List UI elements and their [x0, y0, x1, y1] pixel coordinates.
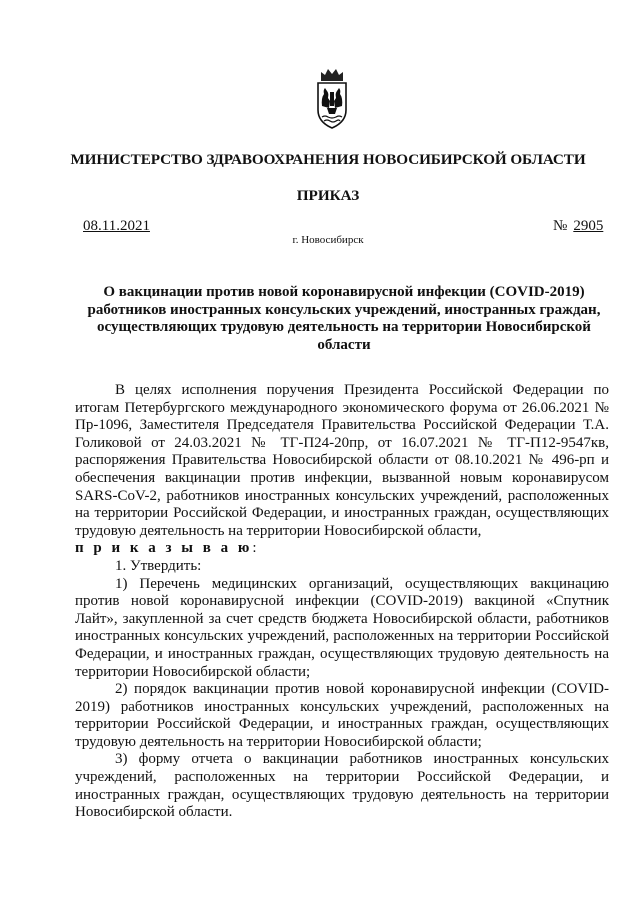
- preamble-paragraph: [75, 382, 609, 558]
- document-title: О вакцинации против новой коронавирусной инфекции (COVID-2019) работников иностранных консульских учреждений, иностранных граждан, осуществляющих трудовую деятельность на территории Новосибирской области: [87, 284, 601, 353]
- order-colon: :: [252, 540, 257, 557]
- preamble-text: В целях исполнения поручения Президента Российской Федерации по итогам Петербургского международного экономического форума от 26.06.2021 № Пр-1096, Заместителя Председателя Правительства Российской Федерации Т.А. Голиковой от 24.03.2021 № ТГ-П24-20пр, от 16.07.2021 № ТГ-П12-9547кв, распоряжения Правительства Новосибирской области от 08.10.2021 № 496-рп и обеспечения вакцинации против инфекции, вызванной новым коронавирусом SARS-CoV-2, работников иностранных консульских учреждений, расположенных на территории Российской Федерации, и иностранных граждан, осуществляющих трудовую деятельность на территории Новосибирской области,: [75, 382, 609, 539]
- order-word: п р и к а з ы в а ю: [75, 540, 253, 557]
- number-value: 2905: [573, 218, 604, 234]
- order-date: 08.11.2021: [83, 218, 150, 234]
- sub-item-3: 3) форму отчета о вакцинации работников иностранных консульских учреждений, расположенных на территории Российской Федерации, и иностранных граждан, осуществляющих трудовую деятельность на территории Новосибирской области.: [75, 751, 609, 821]
- document-type: ПРИКАЗ: [296, 187, 360, 204]
- document-body: [75, 382, 609, 822]
- coat-of-arms-icon: [315, 64, 349, 134]
- item-1: 1. Утвердить:: [115, 557, 202, 574]
- city-label: г. Новосибирск: [292, 234, 364, 246]
- sub-item-1: 1) Перечень медицинских организаций, осуществляющих вакцинацию против новой коронавирусной инфекции (COVID-2019) вакциной «Спутник Лайт», закупленной за счет средств бюджета Новосибирской области, работников иностранных консульских учреждений, расположенных на территории Российской Федерации, и иностранных граждан, осуществляющих трудовую деятельность на территории Новосибирской области;: [75, 575, 609, 680]
- order-number: [553, 218, 603, 235]
- ministry-name: МИНИСТЕРСТВО ЗДРАВООХРАНЕНИЯ НОВОСИБИРСКОЙ ОБЛАСТИ: [70, 151, 586, 168]
- number-sign: №: [553, 218, 568, 234]
- sub-item-2: 2) порядок вакцинации против новой коронавирусной инфекции (COVID-2019) работников иностранных консульских учреждений, расположенных на территории Российской Федерации, и иностранных граждан, осуществляющих трудовую деятельность на территории Новосибирской области;: [75, 681, 609, 750]
